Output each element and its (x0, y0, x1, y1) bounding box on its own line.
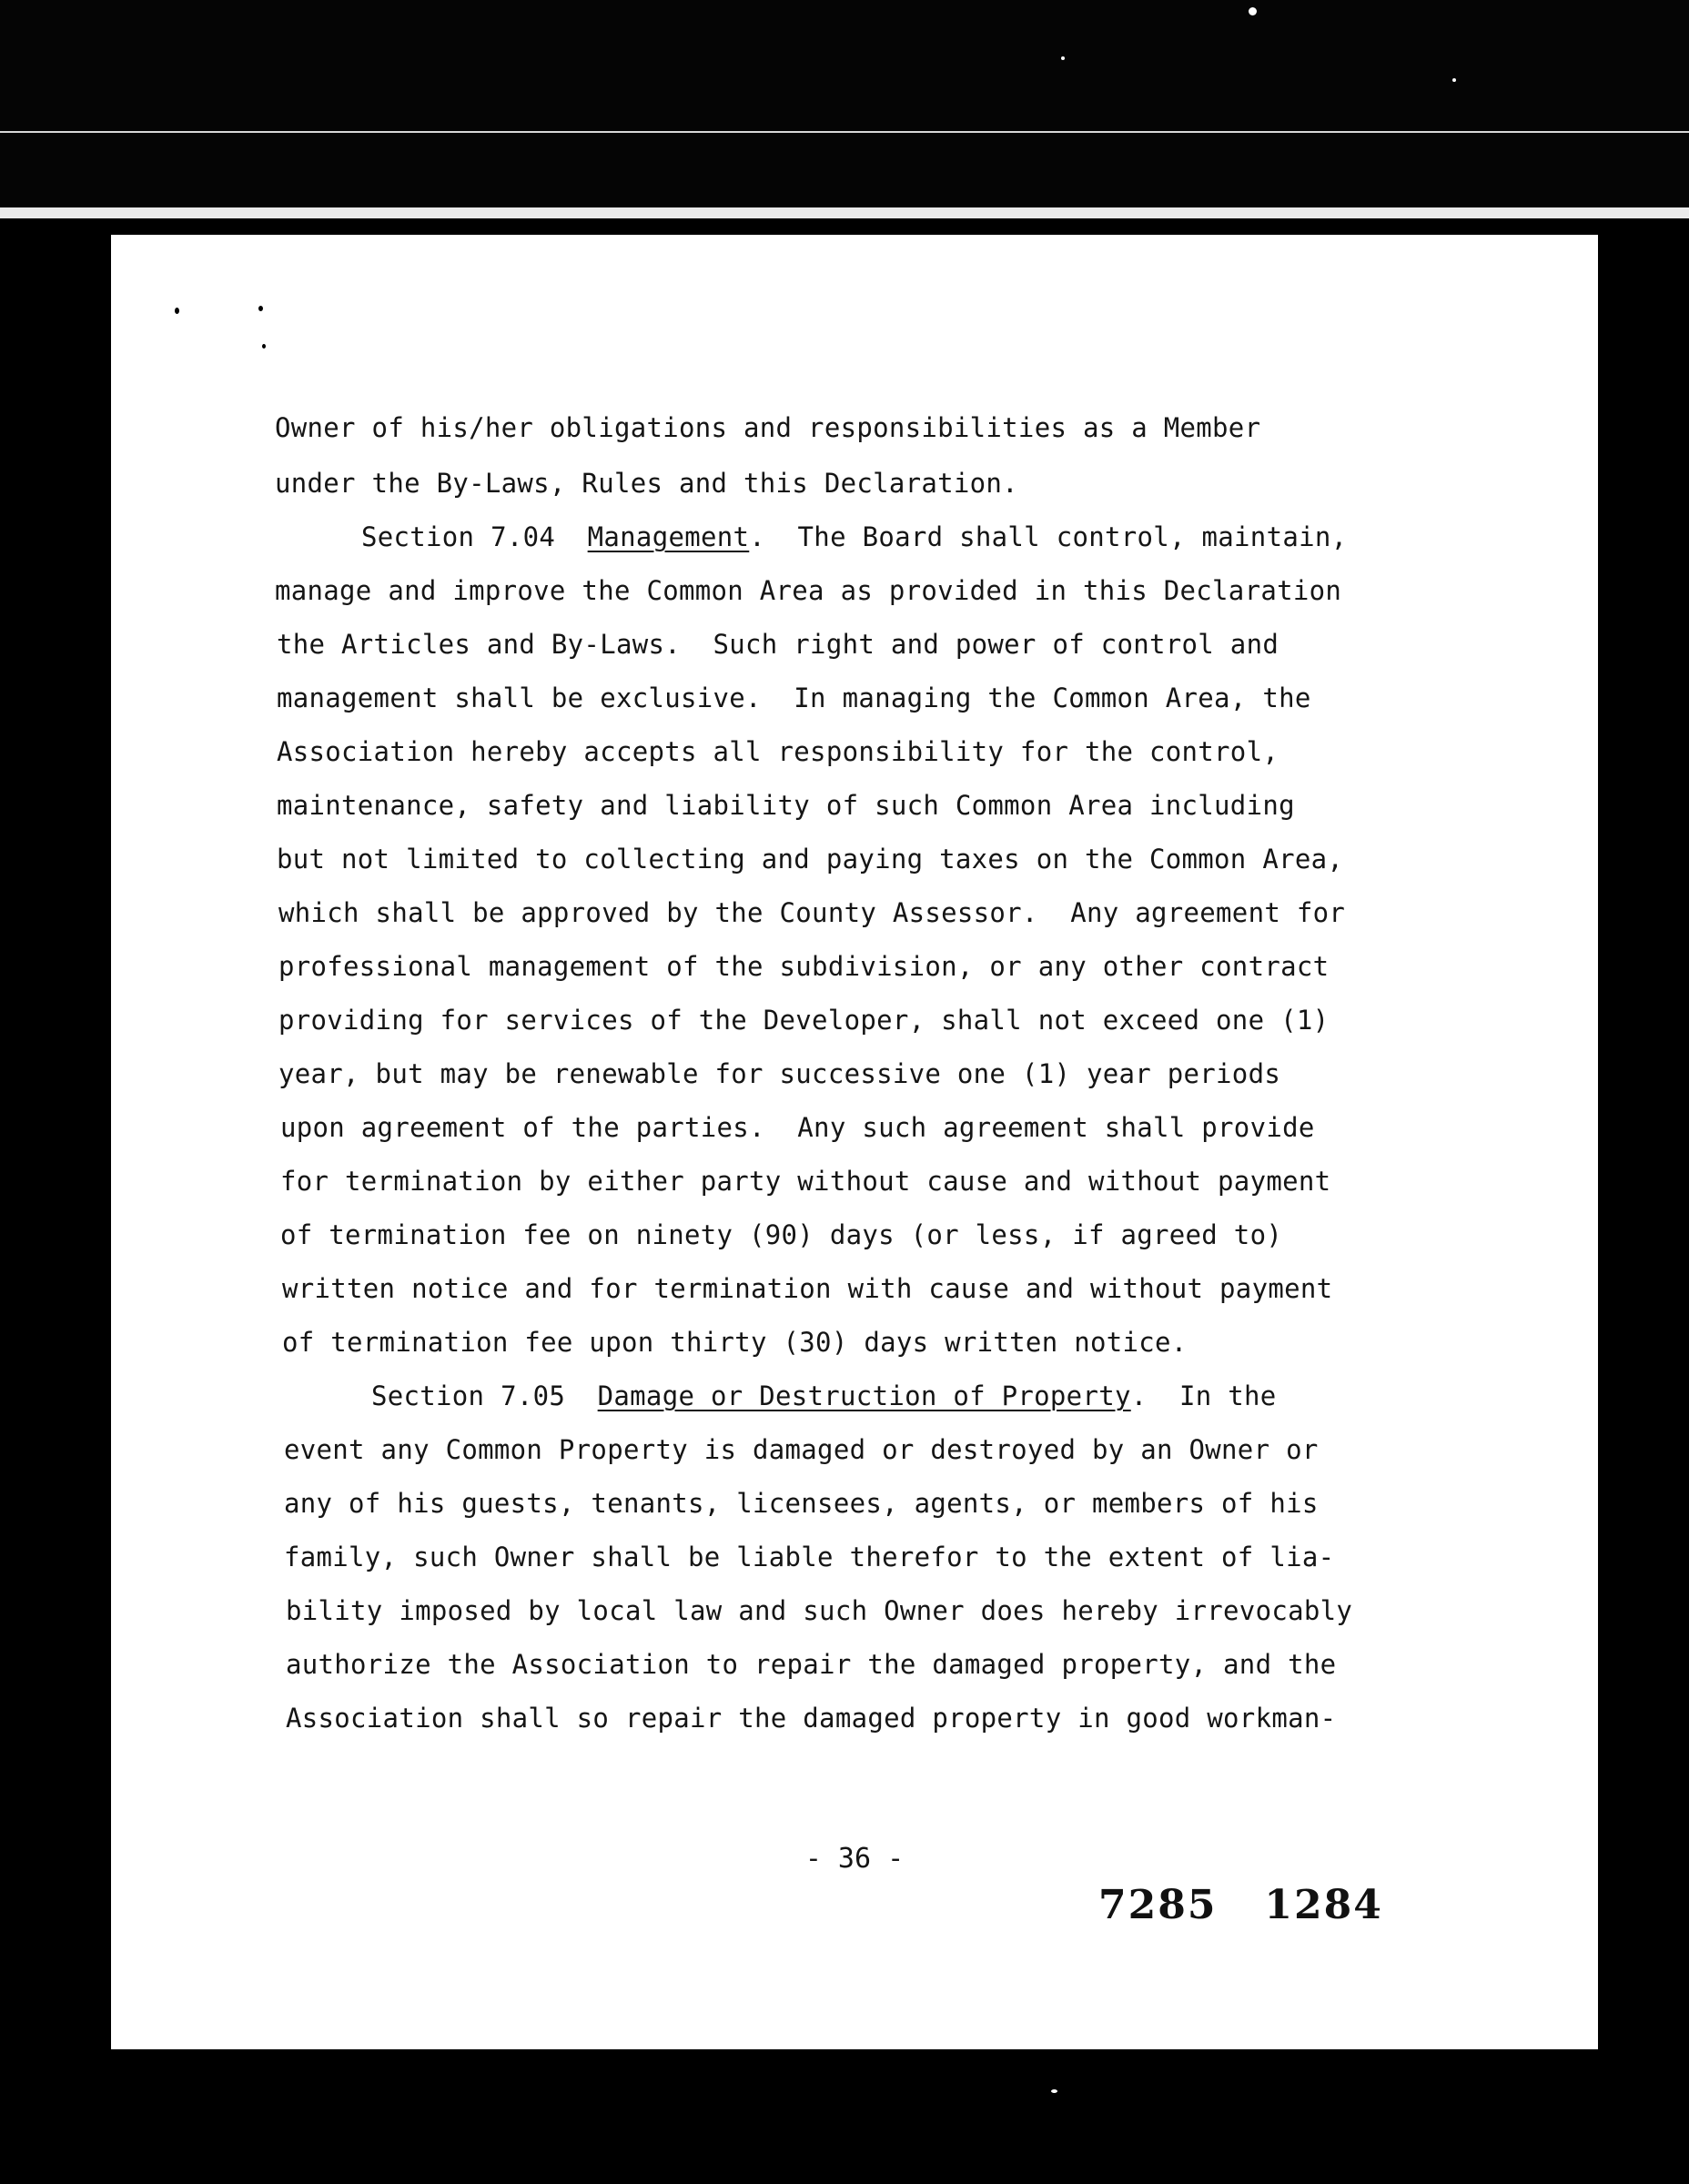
text-line: under the By-Laws, Rules and this Declaration. (275, 468, 1018, 499)
document-page (111, 235, 1598, 2049)
text-line: any of his guests, tenants, licensees, agents, or members of his (284, 1488, 1319, 1519)
scan-speck (175, 308, 179, 314)
section-title: Damage or Destruction of Property (597, 1380, 1131, 1411)
text-line: for termination by either party without cause and without payment (280, 1166, 1331, 1197)
scan-speck (1249, 7, 1257, 15)
text-line: which shall be approved by the County Assessor. Any agreement for (278, 897, 1346, 928)
text-line: written notice and for termination with cause and without payment (282, 1273, 1333, 1304)
section-title: Management (587, 521, 750, 552)
text-line: Association hereby accepts all responsibility for the control, (277, 736, 1279, 767)
section-number: Section 7.05 (371, 1380, 566, 1411)
text-line: manage and improve the Common Area as provided in this Declaration (275, 575, 1342, 606)
text-line: of termination fee upon thirty (30) days written notice. (282, 1327, 1188, 1358)
section-number: Section 7.04 (361, 521, 556, 552)
text-line: providing for services of the Developer, shall not exceed one (1) (278, 1005, 1330, 1036)
text-line: management shall be exclusive. In managing the Common Area, the (277, 682, 1311, 713)
section-7-04-heading-line (361, 521, 1347, 552)
text-line: Owner of his/her obligations and responsibilities as a Member (275, 412, 1261, 443)
text-line: the Articles and By-Laws. Such right and power of control and (277, 629, 1279, 660)
text-line: family, such Owner shall be liable therefor to the extent of lia- (284, 1542, 1335, 1572)
scan-artifact-rule (0, 131, 1689, 133)
scan-speck (1061, 56, 1065, 60)
scan-speck (1051, 2089, 1057, 2093)
text-line: professional management of the subdivision, or any other contract (278, 951, 1330, 982)
text-line: event any Common Property is damaged or destroyed by an Owner or (284, 1434, 1319, 1465)
text-line: year, but may be renewable for successive one (1) year periods (278, 1058, 1281, 1089)
section-7-05-heading-line (371, 1380, 1277, 1411)
text-line: authorize the Association to repair the damaged property, and the (286, 1649, 1337, 1680)
text-line: bility imposed by local law and such Owner does hereby irrevocably (286, 1595, 1353, 1626)
scan-speck (258, 306, 263, 311)
scan-artifact-band (0, 207, 1689, 218)
text-line: upon agreement of the parties. Any such agreement shall provide (280, 1112, 1315, 1143)
scan-top-band (0, 0, 1689, 209)
section-text: . In the (1130, 1380, 1277, 1411)
page-number: - 36 - (804, 1843, 905, 1875)
scan-speck (262, 344, 266, 349)
section-text: . The Board shall control, maintain, (749, 521, 1348, 552)
text-line: Association shall so repair the damaged property in good workman- (286, 1703, 1337, 1734)
document-stamp-number: 7285 1284 (1098, 1882, 1383, 1928)
text-line: but not limited to collecting and paying taxes on the Common Area, (277, 844, 1344, 875)
text-line: of termination fee on ninety (90) days (or less, if agreed to) (280, 1219, 1283, 1250)
scan-speck (1452, 78, 1456, 82)
text-line: maintenance, safety and liability of such Common Area including (277, 790, 1295, 821)
